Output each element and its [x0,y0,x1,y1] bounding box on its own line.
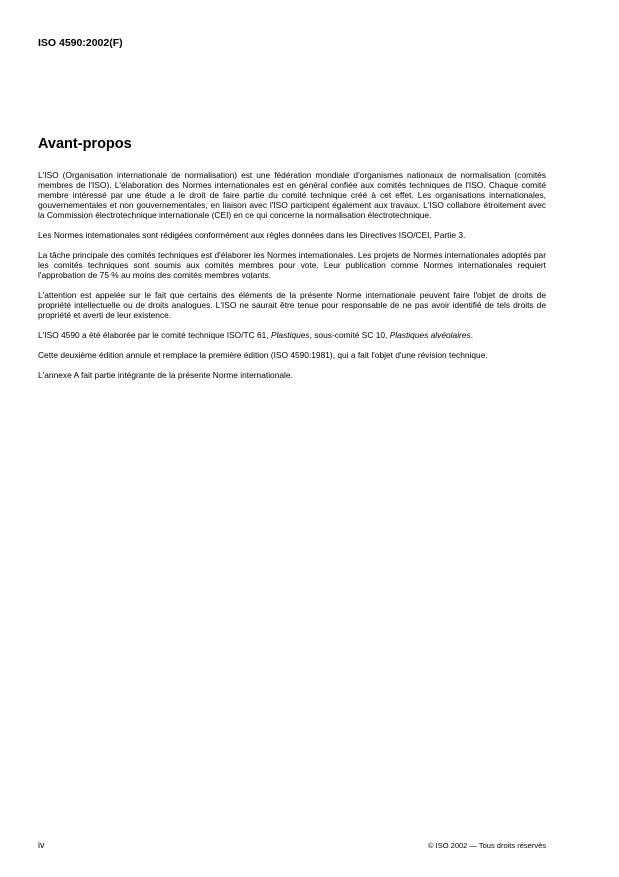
foreword-body [38,170,546,390]
paragraph-directives: Les Normes internationales sont rédigées conformément aux règles données dans les Directives ISO/CEI, Partie 3. [38,230,466,240]
copyright-notice: © ISO 2002 — Tous droits réservés [428,841,546,850]
paragraph-organisation: L'ISO (Organisation internationale de normalisation) est une fédération mondiale d'organismes nationaux de normalisation (comités membres de l'ISO). L'élaboration des Normes internationales est en général confiée aux comités techniques de l'ISO. Chaque comité membre intéressé par une étude a le droit de faire partie du comité technique créé à cet effet. Les organisations internationales, gouvernementales et non gouvernementales, en liaison avec l'ISO participent également aux travaux. L'ISO collabore étroitement avec la Commission électrotechnique internationale (CEI) en ce qui concerne la normalisation électrotechnique. [38,170,546,220]
paragraph-prepared-by [38,330,546,340]
document-id-header: ISO 4590:2002(F) [38,37,123,49]
subcommittee-name-cellular-plastics: Plastiques alvéolaires [389,330,471,340]
paragraph-annex: L'annexe A fait partie intégrante de la présente Norme internationale. [38,370,293,380]
page-title: Avant-propos [38,136,132,152]
paragraph-technical-committees: La tâche principale des comités techniques est d'élaborer les Normes internationales. Les projets de Normes internationales adoptés par les comités techniques sont soumis aux comités membres pour vote. Leur publication comme Normes internationales requiert l'approbation de 75 % au moins des comités membres votants. [38,250,546,280]
paragraph-patent-rights: L'attention est appelée sur le fait que certains des éléments de la présente Norme internationale peuvent faire l'objet de droits de propriété intellectuelle ou de droits analogues. L'ISO ne saurait être tenue pour responsable de ne pas avoir identifié de tels droits de propriété et averti de leur existence. [38,290,546,320]
prepared-by-text-3: . [470,330,474,340]
prepared-by-text-1: L'ISO 4590 a été élaborée par le comité technique ISO/TC 61, [38,330,271,340]
committee-name-plastics: Plastiques [270,330,310,340]
prepared-by-text-2: , sous-comité SC 10, [309,330,390,340]
paragraph-edition: Cette deuxième édition annule et remplace la première édition (ISO 4590:1981), qui a fait l'objet d'une révision technique. [38,350,488,360]
page-number: iv [38,840,45,850]
